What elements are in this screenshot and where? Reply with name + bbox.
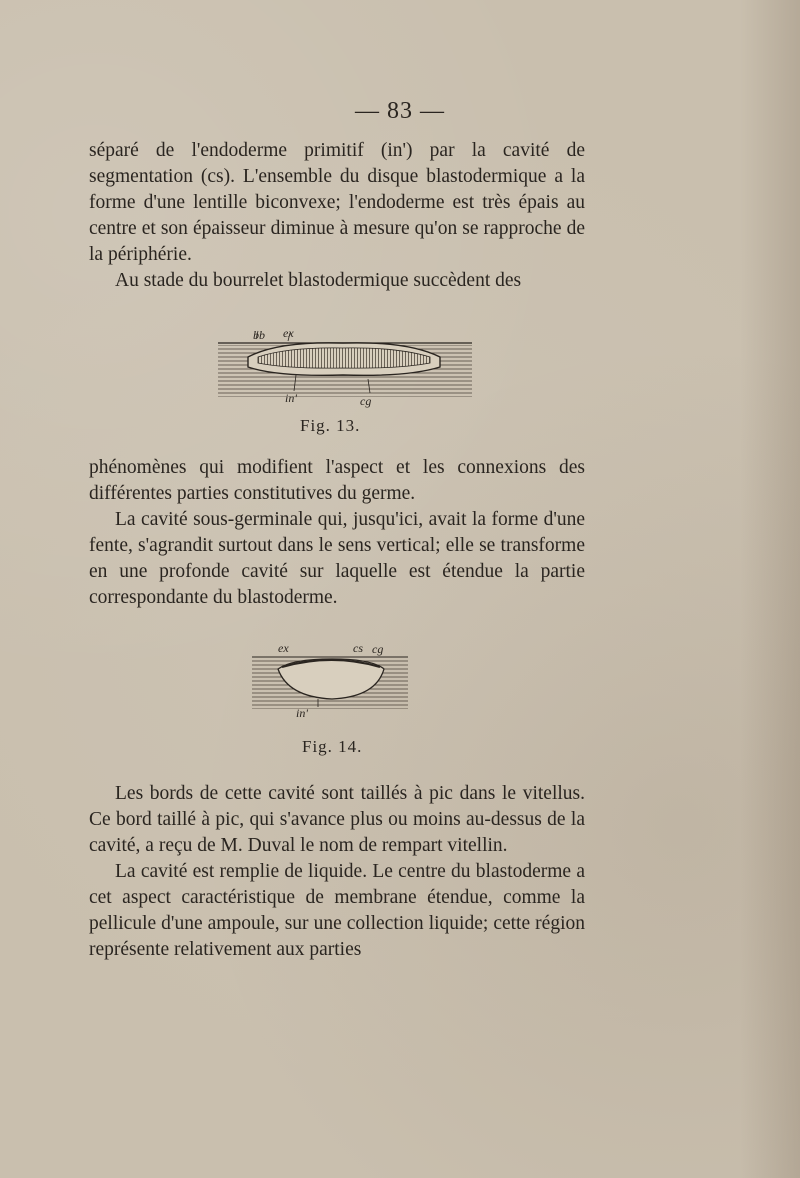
paragraph: La cavité est remplie de liquide. Le centre du blastoderme a cet aspect caractéristique de membrane étendue, comme la pellicule d'une ampoule, sur une collection liquide; cette région représente relativement aux parties <box>89 861 585 960</box>
paragraph: Les bords de cette cavité sont taillés à pic dans le vitellus. Ce bord taillé à pic, qui s'avance plus ou moins au-dessus de la cavité, a reçu de M. Duval le nom de rempart vitellin. <box>89 783 585 856</box>
text-block-top <box>89 138 585 294</box>
figure-14-illustration <box>252 647 410 711</box>
figure-13-caption: Fig. 13. <box>300 416 361 435</box>
figure-13-label-cg: cg <box>360 394 372 408</box>
paragraph: séparé de l'endoderme primitif (in') par la cavité de segmentation (cs). L'ensemble du disque blastodermique a la forme d'une lentille biconvexe; l'endoderme est très épais au centre et son épaisseur diminue à mesure qu'on se rapproche de la périphérie. <box>89 140 585 265</box>
paragraph: La cavité sous-germinale qui, jusqu'ici, avait la forme d'une fente, s'agrandit surtout dans le sens vertical; elle se transforme en une profonde cavité sur laquelle est étendue la partie correspondante du blastoderme. <box>89 509 585 608</box>
paragraph: Au stade du bourrelet blastodermique succèdent des <box>115 270 522 291</box>
text-block-bottom <box>89 781 585 963</box>
figure-13-label-bb: bb <box>253 328 265 342</box>
paragraph: phénomènes qui modifient l'aspect et les connexions des différentes parties constitutives du germe. <box>89 457 585 504</box>
figure-13-label-in: in' <box>285 391 297 405</box>
figure-14-label-cs: cs <box>353 641 363 655</box>
figure-13-label-ex: ex <box>283 326 294 340</box>
page-number: — 83 — <box>355 98 445 124</box>
figure-14-label-in: in' <box>296 706 308 720</box>
text-block-middle <box>89 455 585 611</box>
page-edge-shadow <box>740 0 800 1178</box>
figure-14-caption: Fig. 14. <box>302 737 363 756</box>
figure-14-label-cg: cg <box>372 642 384 656</box>
figure-14-label-ex: ex <box>278 641 289 655</box>
